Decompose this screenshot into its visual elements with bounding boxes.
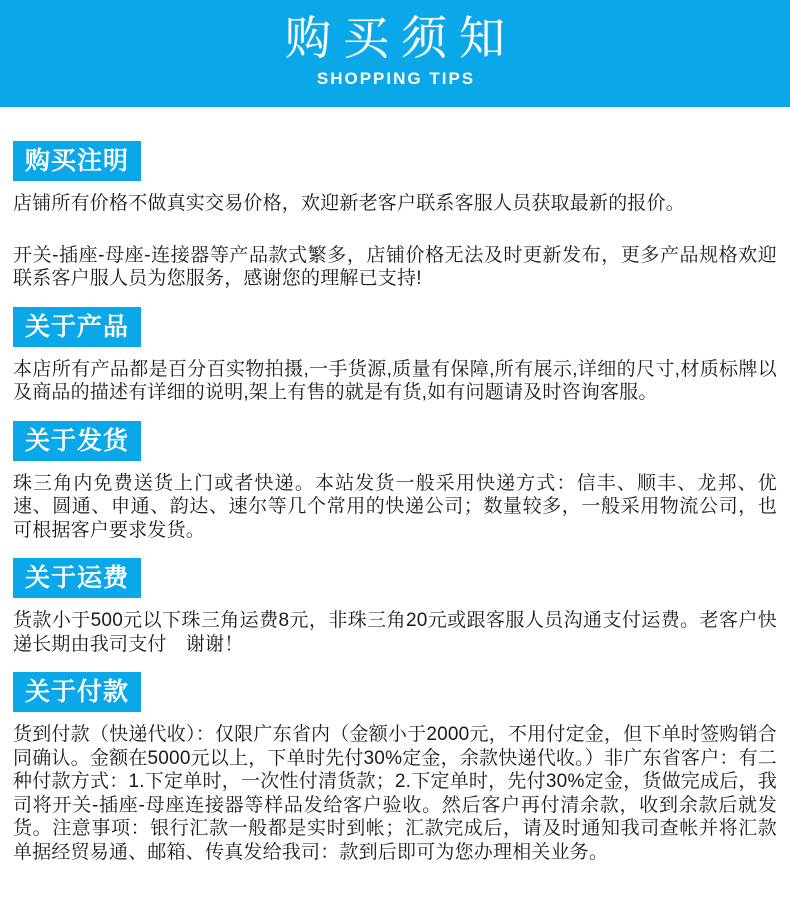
section-purchase-note [13,141,777,291]
section-about-freight [13,558,777,656]
section-about-product [13,307,777,405]
paragraph-purchase-note-2: 开关-插座-母座-连接器等产品款式繁多，店铺价格无法及时更新发布，更多产品规格欢迎联系客户服人员为您服务，感谢您的理解已支持! [13,244,777,289]
page-title: 购买须知 [285,12,517,64]
section-title-badge-about-product: 关于产品 [13,307,141,347]
page-subtitle: SHOPPING TIPS [316,69,476,88]
section-title-badge-about-freight: 关于运费 [13,558,141,598]
section-about-payment [13,672,777,864]
section-title-badge-about-payment: 关于付款 [13,672,141,712]
paragraph-about-payment: 货到付款（快递代收）：仅限广东省内（金额小于2000元，不用付定金，但下单时签购销合同确认。金额在5000元以上，下单时先付30%定金，余款快递代收。）非广东省客户：有二种付款方式：1.下定单时，一次性付清货款；2.下定单时，先付30%定金，货做完成后，我司将开关-插座-母座连接器等样品发给客户验收。然后客户再付清余款，收到余款后就发货。注意事项：银行汇款一般都是实时到帐；汇款完成后，请及时通知我司查帐并将汇款单据经贸易通、邮箱、传真发给我司：款到后即可为您办理相关业务。 [13,724,777,863]
paragraph-about-product: 本店所有产品都是百分百实物拍摄,一手货源,质量有保障,所有展示,详细的尺寸,材质标牌以及商品的描述有详细的说明,架上有售的就是有货,如有问题请及时咨询客服。 [13,358,777,403]
section-title-badge-purchase-note: 购买注明 [13,141,141,181]
paragraph-about-shipping: 珠三角内免费送货上门或者快递。本站发货一般采用快递方式：信丰、顺丰、龙邦、优速、圆通、申通、韵达、速尔等几个常用的快递公司；数量较多，一般采用物流公司，也可根据客户要求发货。 [13,472,777,541]
section-title-badge-about-shipping: 关于发货 [13,421,141,461]
banner [0,0,790,107]
content-area [0,141,790,864]
paragraph-purchase-note-1: 店铺所有价格不做真实交易价格，欢迎新老客户联系客服人员获取最新的报价。 [13,193,686,214]
paragraph-about-freight: 货款小于500元以下珠三角运费8元，非珠三角20元或跟客服人员沟通支付运费。老客户快递长期由我司支付 谢谢！ [13,610,777,655]
section-about-shipping [13,421,777,543]
